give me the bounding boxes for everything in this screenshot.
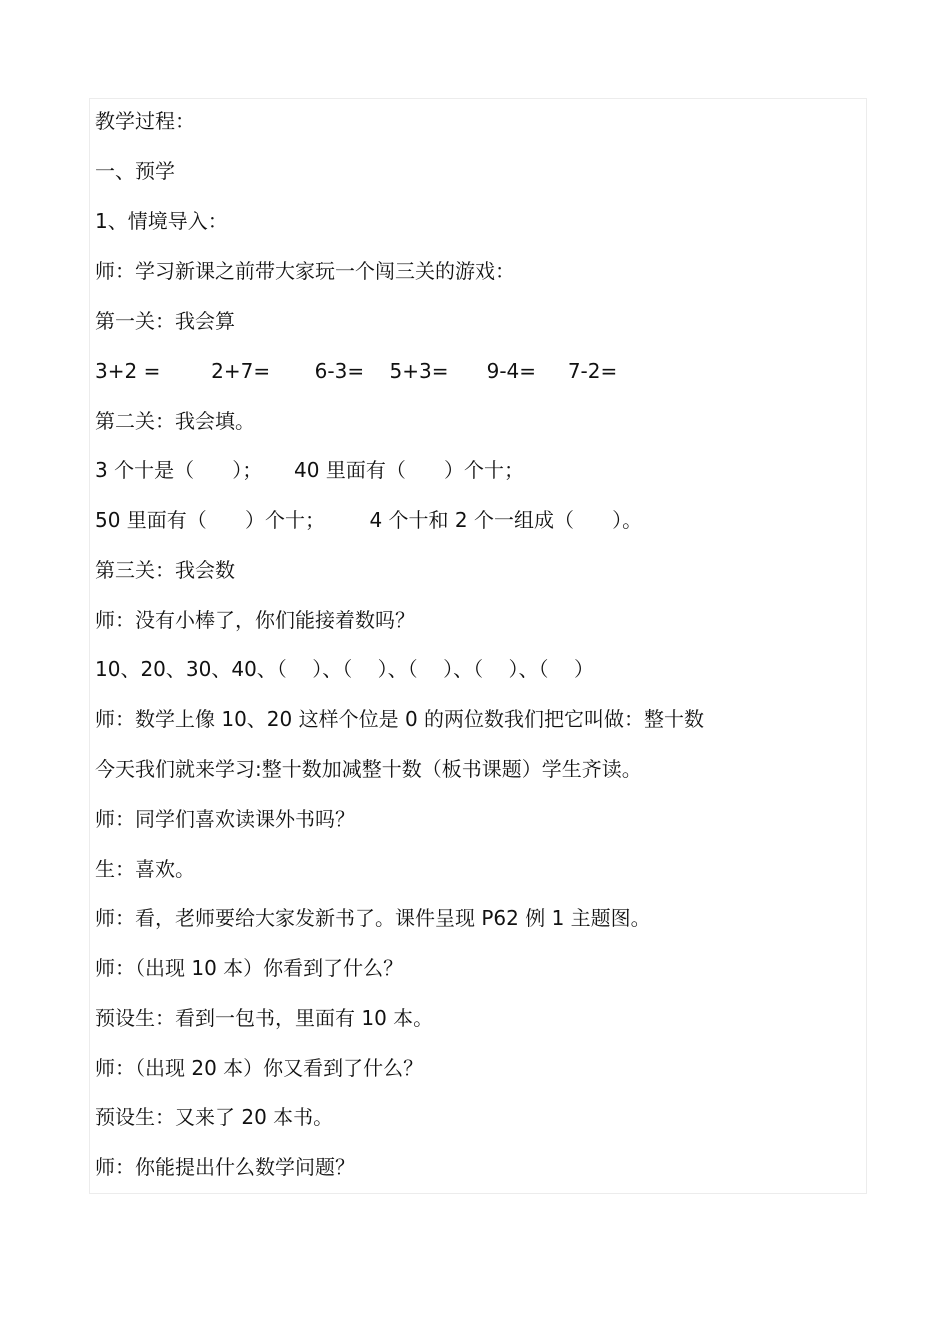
text-line: 1、情境导入： <box>95 209 228 233</box>
text-line: 第二关：我会填。 <box>95 409 255 433</box>
text-line: 师：你能提出什么数学问题？ <box>95 1155 355 1179</box>
text-line: 3 个十是（ ）； 40 里面有（ ）个十； <box>95 458 524 482</box>
text-line: 3+2 = 2+7= 6-3= 5+3= 9-4= 7-2= <box>95 359 618 383</box>
text-line: 50 里面有（ ）个十； 4 个十和 2 个一组成（ ）。 <box>95 508 643 532</box>
text-line: 教学过程： <box>95 109 195 133</box>
text-line: 师：同学们喜欢读课外书吗？ <box>95 807 355 831</box>
text-line: 师：（出现 20 本）你又看到了什么？ <box>95 1056 424 1080</box>
text-line: 第三关：我会数 <box>95 558 235 582</box>
text-line: 师：看，老师要给大家发新书了。课件呈现 P62 例 1 主题图。 <box>95 906 651 930</box>
text-line: 第一关：我会算 <box>95 309 235 333</box>
text-line: 师：没有小棒了，你们能接着数吗？ <box>95 608 415 632</box>
text-line: 师：学习新课之前带大家玩一个闯三关的游戏： <box>95 259 515 283</box>
text-line: 一、预学 <box>95 159 175 183</box>
text-line: 师：（出现 10 本）你看到了什么？ <box>95 956 404 980</box>
text-line: 生：喜欢。 <box>95 857 195 881</box>
text-line: 预设生：又来了 20 本书。 <box>95 1105 334 1129</box>
text-line: 预设生：看到一包书，里面有 10 本。 <box>95 1006 434 1030</box>
text-line: 10、20、30、40、（ ）、（ ）、（ ）、（ ）、（ ） <box>95 657 594 681</box>
text-line: 师：数学上像 10、20 这样个位是 0 的两位数我们把它叫做：整十数 <box>95 707 705 731</box>
text-line: 今天我们就来学习:整十数加减整十数（板书课题）学生齐读。 <box>95 757 642 781</box>
